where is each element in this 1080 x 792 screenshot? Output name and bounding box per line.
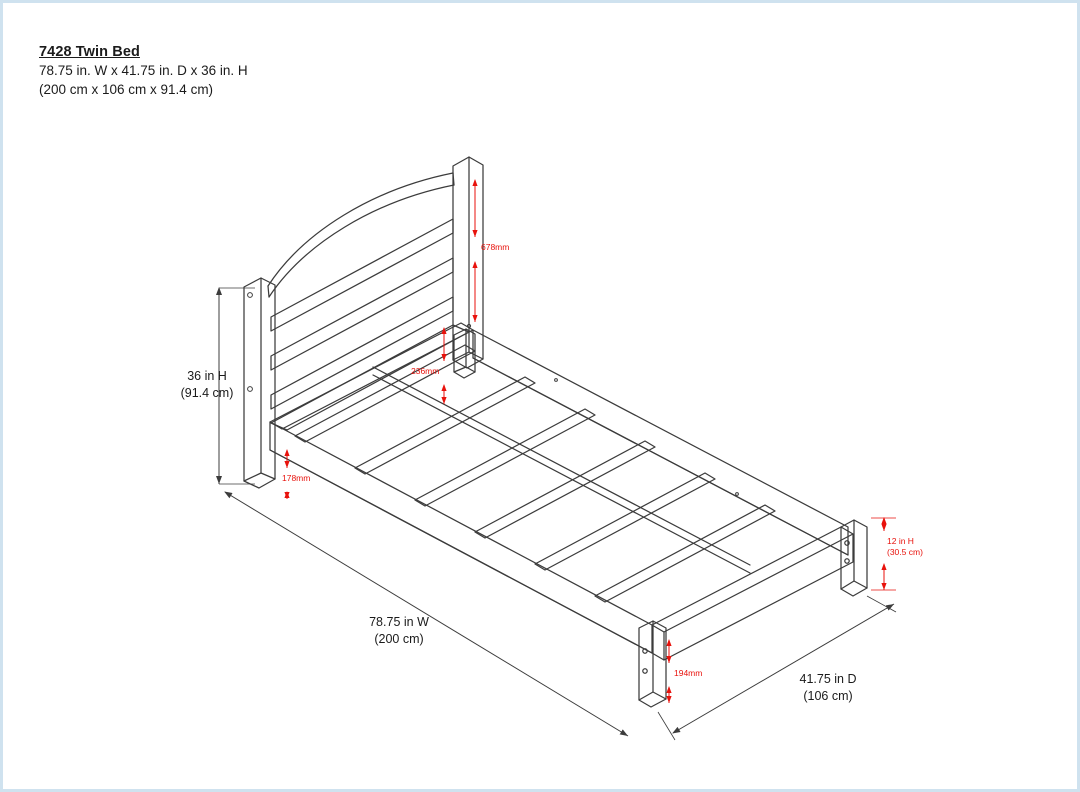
- label-overall-depth: [765, 671, 891, 705]
- slat-fasteners: [467, 324, 738, 495]
- label-678mm: 678mm: [481, 242, 510, 252]
- label-236mm: 236mm: [411, 366, 440, 376]
- headboard-right-post: [453, 157, 483, 368]
- headboard-slat-4: [271, 297, 453, 409]
- label-overall-width-cm: (200 cm): [374, 631, 424, 646]
- foot-post-far: [841, 520, 867, 596]
- mattress-slats: [295, 345, 775, 602]
- dimensions-centimeters: (200 cm x 106 cm x 91.4 cm): [39, 81, 214, 97]
- label-overall-height-in: 36 in H: [187, 369, 227, 383]
- center-support-beam: [373, 367, 750, 573]
- foot-end-rail: [652, 527, 853, 660]
- label-overall-height: [155, 368, 259, 402]
- label-overall-depth-cm: (106 cm): [803, 688, 853, 703]
- label-178mm: 178mm: [282, 473, 311, 483]
- side-rail-far: [473, 330, 848, 555]
- label-overall-depth-in: 41.75 in D: [799, 672, 857, 686]
- label-footboard-height-cm: (30.5 cm): [887, 547, 923, 558]
- page-title: 7428 Twin Bed: [39, 44, 140, 60]
- label-194mm: 194mm: [674, 668, 703, 678]
- label-footboard-height-in: 12 in H: [887, 536, 914, 546]
- headboard-arch-top-slat: [268, 173, 454, 297]
- label-overall-width-in: 78.75 in W: [369, 615, 429, 629]
- headboard-slat-2: [271, 219, 453, 331]
- label-overall-width: [333, 614, 465, 648]
- foot-post-near: [639, 621, 666, 707]
- dimensions-inches: 78.75 in. W x 41.75 in. D x 36 in. H: [39, 63, 248, 78]
- headboard-bottom-rail: [271, 325, 469, 430]
- headboard-slat-3: [271, 258, 453, 370]
- label-footboard-height: [887, 536, 947, 558]
- label-overall-height-cm: (91.4 cm): [180, 385, 234, 400]
